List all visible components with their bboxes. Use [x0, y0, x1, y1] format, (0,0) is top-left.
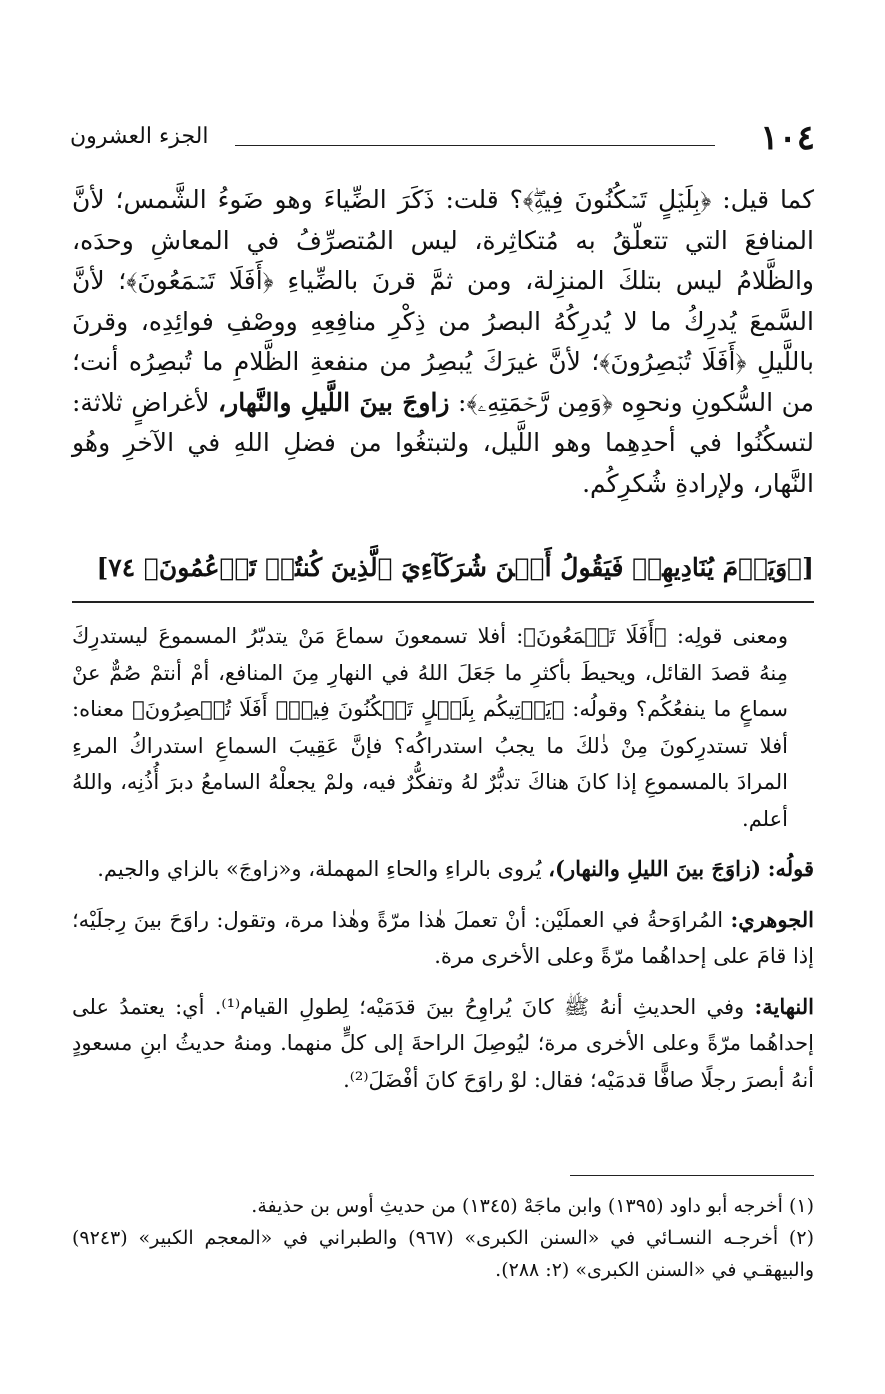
gloss-paragraph: ومعنى قولِه: ﴿أَفَلَا تَسۡمَعُونَ﴾: أفلا تسمعونَ سماعَ مَنْ يتدبّرُ المسموعَ ليستدرِكَ مِنهُ قصدَ القائل، ويحيطَ بأكثرِ ما جَعَلَ اللهُ في النهارِ مِنَ المنافع، أمْ أنتمْ صُمٌّ عنْ سماعٍ ما ينفعُكُم؟ وقولُه: ﴿يَأۡتِيكُم بِلَيۡلٍ تَسۡكُنُونَ فِيهِۖ أَفَلَا تُبۡصِرُونَ﴾ معناه: أفلا تستدرِكونَ مِنْ ذٰلكَ ما يجبُ استدراكُه؟ فإنَّ عَقِيبَ السماعِ استدراكُ المرءِ المرادَ بالمسموعِ إذا كانَ هناكَ تدبُّرٌ لهُ وتفكُّرٌ فيه، ولمْ يجعلْهُ السامعُ دبرَ أُذُنِه، واللهُ أعلم. — [72, 624, 788, 831]
footnotes — [72, 1190, 814, 1286]
gloss-text: يُروى بالراءِ والحاءِ المهملة، و«زاوجَ» بالزاي والجيم. — [97, 857, 542, 881]
gloss-quoted-phrase: (زاوَجَ بينَ الليلِ والنهار)، — [548, 856, 762, 881]
gloss-paragraph — [72, 902, 814, 975]
gloss-text: وفي الحديثِ أنهُ ﷺ كانَ يُراوِحُ بينَ قدَمَيْه؛ لِطولِ القيام⁽¹⁾. أي: يعتمدُ على إحداهُما مرّةً وعلى الأخرى مرة؛ ليُوصِلَ الراحةَ إلى كلٍّ منهما. ومنهُ حديثُ ابنِ مسعودٍ أنهُ أبصرَ رجلًا صافًّا قدمَيْه؛ فقال: لوْ راوَحَ كانَ أفْضَلَ⁽²⁾. — [72, 994, 814, 1092]
section-divider — [72, 601, 814, 603]
commentary-bold-phrase: زاوجَ بينَ اللَّيلِ والنَّهار، — [218, 387, 450, 417]
footnote: (١) أخرجه أبو داود (١٣٩٥) وابن ماجَهْ (١٣٤٥) من حديثِ أوس بن حذيفة. — [251, 1195, 814, 1217]
footnote: (٢) أخرجـه النسـائي في «السنن الكبرى» (٩٦٧) والطبراني في «المعجم الكبير» (٩٢٤٣) والبيهقـي في «السنن الكبرى» (٢: ٢٨٨). — [72, 1227, 814, 1281]
gloss-section — [72, 618, 814, 1098]
gloss-paragraph — [72, 989, 814, 1099]
page-number: ١٠٤ — [760, 118, 815, 158]
running-head — [70, 118, 815, 160]
gloss-label: قولُه: — [767, 856, 814, 881]
gloss-paragraph — [72, 851, 814, 888]
gloss-label: الجوهري: — [730, 906, 814, 932]
gloss-text: المُراوَحةُ في العملَيْن: أنْ تعملَ هٰذا مرّةً وهٰذا مرة، وتقول: راوَحَ بينَ رِجلَيْه؛ إذا قامَ على إحداهُما مرّةً وعلى الأخرى مرة. — [72, 907, 814, 968]
commentary-body-end: لأغراضٍ ثلاثة: لتسكُنُوا في أحدِهِما وهو اللَّيل، ولتبتغُوا من فضلِ اللهِ في الآخرِ وهُو النَّهار، ولإرادةِ شُكرِكُم. — [72, 387, 814, 498]
gloss-label: النهاية: — [754, 993, 814, 1019]
quran-verse-line: [﴿وَيَوۡمَ يُنَادِيهِمۡ فَيَقُولُ أَيۡنَ شُرَكَآءِيَ ٱلَّذِينَ كُنتُمۡ تَزۡعُمُونَ﴾ ٧٤] — [96, 553, 814, 582]
header-rule — [235, 145, 715, 146]
commentary-text — [72, 180, 814, 504]
part-title: الجزء العشرون — [70, 124, 209, 149]
footnote-rule — [570, 1175, 814, 1176]
commentary-body: كما قيل: ﴿بِلَيۡلٍ تَسۡكُنُونَ فِيهِۖ﴾؟ قلت: ذَكَرَ الضِّياءَ وهو ضَوءُ الشَّمس؛ لأنَّ المنافعَ التي تتعلّقُ به مُتكاثِرة، ليس المُتصرِّفُ في المعاشِ وحدَه، والظَّلامُ ليس بتلكَ المنزِلة، ومن ثمَّ قرنَ بالضِّياءِ ﴿أَفَلَا تَسۡمَعُونَ﴾؛ لأنَّ السَّمعَ يُدرِكُ ما لا يُدرِكُهُ البصرُ من ذِكْرِ منافِعِهِ ووصْفِ فوائِدِه، وقرنَ باللَّيلِ ﴿أَفَلَا تُبۡصِرُونَ﴾؛ لأنَّ غيرَكَ يُبصِرُ من منفعةِ الظَّلامِ ما تُبصِرُه أنت؛ من السُّكونِ ونحوِه ﴿وَمِن رَّحۡمَتِهِۦ﴾: — [72, 185, 814, 417]
